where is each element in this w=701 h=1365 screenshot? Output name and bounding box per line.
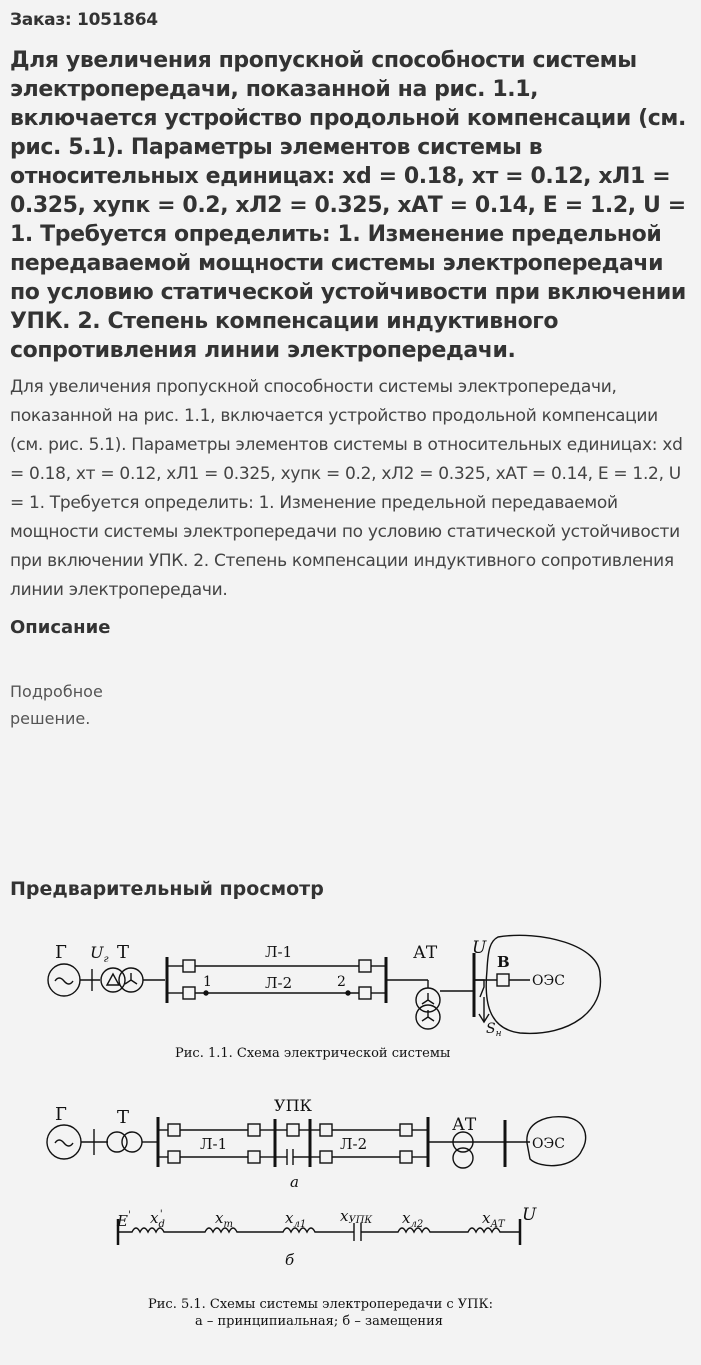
fig5b-sublabel: б — [285, 1251, 295, 1269]
order-number: Заказ: 1051864 — [10, 10, 158, 30]
fig5a-line-l2-label: Л-2 — [340, 1135, 368, 1153]
fig1-line-l1-label: Л-1 — [265, 943, 293, 961]
fig1-node-2-label: 2 — [337, 974, 346, 990]
fig1-generator-label: Г — [55, 942, 67, 963]
fig5a-sublabel: а — [290, 1173, 299, 1191]
fig1-line-l2-label: Л-2 — [265, 974, 293, 992]
scheme-diagram — [0, 925, 701, 1340]
fig1-generator-sine — [55, 978, 73, 984]
preview-figure — [0, 925, 701, 1340]
description-heading: Описание — [10, 617, 111, 638]
fig1-caption: Рис. 1.1. Схема электрической системы — [175, 1046, 451, 1061]
fig5-1b-equivalent — [116, 1205, 537, 1269]
fig5b-xupk-label: xУПК — [340, 1207, 373, 1226]
fig5a-oes-label: ОЭС — [532, 1136, 565, 1152]
fig5-caption-line-2: а – принципиальная; б – замещения — [195, 1314, 443, 1329]
fig1-load-label: $S_н$ — [486, 1021, 502, 1039]
fig1-star-mark — [125, 973, 137, 984]
fig5a-autotransformer-label: АТ — [452, 1115, 477, 1135]
fig5b-u-label: U — [522, 1205, 537, 1225]
fig1-b-label: В — [497, 953, 510, 971]
fig5b-xt-label: $x_т$ — [215, 1209, 233, 1230]
fig5a-upk-label: УПК — [274, 1096, 312, 1115]
fig1-voltage-label: $U_г$ — [90, 943, 109, 965]
fig5-caption-line-1: Рис. 5.1. Схемы системы электропередачи с УПК: — [148, 1297, 493, 1312]
description-line-1: Подробное — [10, 682, 103, 701]
fig1-oes-label: ОЭС — [532, 973, 565, 989]
task-text: Для увеличения пропускной способности системы электропередачи, показанной на рис. 1.1, включается устройство продольной компенсации (см. рис. 5.1). Параметры элементов системы в относительных единицах: xd = 0.18, хт = 0.12, хЛ1 = 0.325, хупк = 0.2, хЛ2 = 0.325, хАТ = 0.14, E = 1.2, U = 1. Требуется определить: 1. Изменение предельной передаваемой мощности системы электропередачи по условию статической устойчивости при включении УПК. 2. Степень компенсации индуктивного сопротивления линии электропередачи. — [10, 377, 683, 600]
fig5b-xd-reactance — [118, 1228, 196, 1232]
fig5b-xat-reactance — [455, 1228, 520, 1232]
fig5b-xt-reactance — [196, 1228, 275, 1232]
description-line-2: решение. — [10, 709, 91, 728]
fig5b-xat-label: $x_{АТ}$ — [482, 1209, 505, 1230]
description-text — [10, 678, 691, 732]
fig5b-xd-label: $x_d'$ — [150, 1209, 165, 1230]
fig5b-xl2-reactance — [395, 1228, 455, 1232]
fig1-transformer-label: Т — [117, 942, 130, 963]
fig1-1-scheme — [48, 935, 600, 1061]
fig1-node-1-label: 1 — [203, 974, 212, 990]
fig5a-transformer-label: Т — [117, 1107, 130, 1128]
fig1-u-label: U — [472, 938, 487, 958]
fig1-autotransformer-label: АТ — [413, 943, 438, 963]
fig5b-xl1-label: $x_{л1}$ — [285, 1209, 307, 1230]
fig5-1a-scheme — [47, 1096, 586, 1191]
fig5a-autotransformer-winding-2 — [453, 1148, 473, 1168]
fig5b-e-label: E' — [117, 1210, 131, 1230]
preview-heading: Предварительный просмотр — [10, 878, 324, 900]
fig5b-xl2-label: $x_{л2}$ — [402, 1209, 424, 1230]
fig5a-generator-label: Г — [55, 1104, 67, 1125]
fig5b-xl1-reactance — [275, 1228, 340, 1232]
fig5a-line-l1-label: Л-1 — [200, 1135, 228, 1153]
fig1-transformer-winding-1 — [101, 968, 125, 992]
fig5a-transformer-winding-2 — [122, 1132, 142, 1152]
task-title: Для увеличения пропускной способности системы электропередачи, показанной на рис. 1.1, включается устройство продольной компенсации (см. рис. 5.1). Параметры элементов системы в относительных единицах: xd = 0.18, хт = 0.12, хЛ1 = 0.325, хупк = 0.2, хЛ2 = 0.325, хАТ = 0.14, E = 1.2, U = 1. Требуется определить: 1. Изменение предельной передаваемой мощности системы электропередачи по условию статической устойчивости при включении УПК. 2. Степень компенсации индуктивного сопротивления линии электропередачи. — [10, 48, 686, 363]
fig1-delta-mark — [107, 974, 119, 985]
